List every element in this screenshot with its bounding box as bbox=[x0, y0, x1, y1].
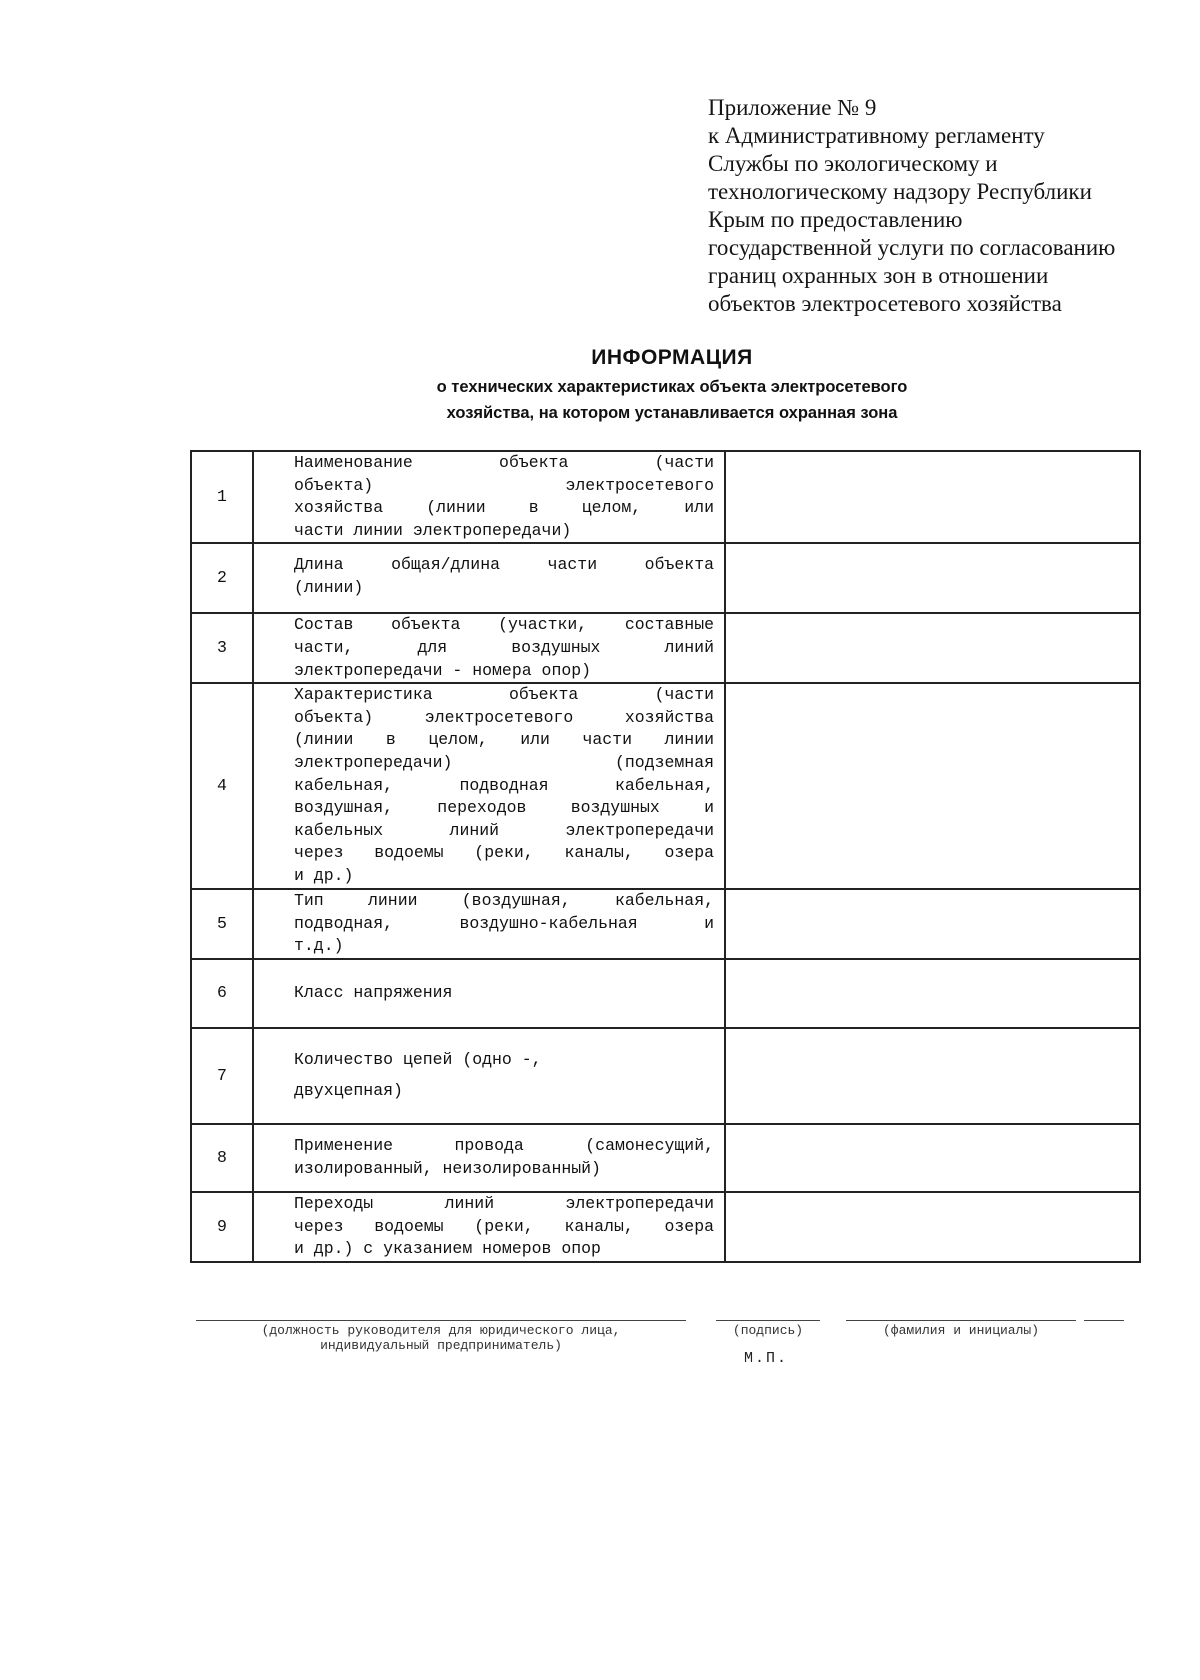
row-description bbox=[253, 1028, 725, 1124]
description-line: кабельная, подводная кабельная, bbox=[294, 775, 714, 795]
description-line: объекта) электросетевого хозяйства bbox=[294, 707, 714, 727]
row-number: 3 bbox=[191, 613, 253, 683]
description-line: (линии в целом, или части линии bbox=[294, 730, 714, 750]
table-row bbox=[191, 613, 1140, 683]
table-row bbox=[191, 683, 1140, 889]
table-row bbox=[191, 1028, 1140, 1124]
name-field bbox=[846, 1320, 1076, 1338]
description-line: Количество цепей (одно -, bbox=[294, 1050, 542, 1070]
description-line: Характеристика объекта (части bbox=[294, 685, 714, 705]
description-line: Класс напряжения bbox=[294, 983, 453, 1003]
description-line: т.д.) bbox=[294, 936, 344, 956]
description-line: части линии электропередачи) bbox=[294, 520, 572, 540]
description-line: хозяйства (линии в целом, или bbox=[294, 498, 714, 518]
stamp-placeholder: М.П. bbox=[744, 1350, 789, 1367]
signature-field bbox=[716, 1320, 820, 1338]
description-line: Наименование объекта (части bbox=[294, 453, 714, 472]
description-line: Длина общая/длина части объекта bbox=[294, 555, 714, 575]
description-line: части, для воздушных линий bbox=[294, 637, 714, 657]
position-label-line2: индивидуальный предприниматель) bbox=[320, 1338, 562, 1353]
row-number: 7 bbox=[191, 1028, 253, 1124]
row-description bbox=[253, 613, 725, 683]
description-line: кабельных линий электропередачи bbox=[294, 820, 714, 840]
row-value-cell[interactable] bbox=[725, 1124, 1140, 1192]
row-value-cell[interactable] bbox=[725, 1192, 1140, 1262]
description-line: двухцепная) bbox=[294, 1080, 403, 1100]
description-line: через водоемы (реки, каналы, озера bbox=[294, 1216, 714, 1236]
position-label-line1: (должность руководителя для юридического лица, bbox=[261, 1323, 621, 1338]
trailing-line bbox=[1084, 1320, 1124, 1323]
description-line: воздушная, переходов воздушных и bbox=[294, 798, 714, 818]
table-row bbox=[191, 451, 1140, 543]
description-line: Тип линии (воздушная, кабельная, bbox=[294, 891, 714, 911]
row-description bbox=[253, 543, 725, 613]
row-value-cell[interactable] bbox=[725, 683, 1140, 889]
appendix-line: государственной услуги по согласованию bbox=[708, 235, 1116, 260]
row-value-cell[interactable] bbox=[725, 1028, 1140, 1124]
description-line: Состав объекта (участки, составные bbox=[294, 615, 714, 635]
description-line: изолированный, неизолированный) bbox=[294, 1158, 601, 1178]
row-value-cell[interactable] bbox=[725, 959, 1140, 1028]
description-line: Переходы линий электропередачи bbox=[294, 1193, 714, 1213]
row-value-cell[interactable] bbox=[725, 543, 1140, 613]
table-row bbox=[191, 889, 1140, 959]
appendix-header bbox=[708, 94, 1178, 318]
description-line: (линии) bbox=[294, 577, 364, 597]
description-line: и др.) с указанием номеров опор bbox=[294, 1239, 601, 1259]
description-line: электропередачи) (подземная bbox=[294, 752, 714, 772]
row-number: 2 bbox=[191, 543, 253, 613]
signature-label: (подпись) bbox=[732, 1323, 804, 1338]
row-description bbox=[253, 451, 725, 543]
appendix-line: Крым по предоставлению bbox=[708, 207, 963, 232]
name-label: (фамилия и инициалы) bbox=[882, 1323, 1040, 1338]
description-line: Применение провода (самонесущий, bbox=[294, 1135, 714, 1155]
table-row bbox=[191, 1124, 1140, 1192]
row-number: 9 bbox=[191, 1192, 253, 1262]
row-value-cell[interactable] bbox=[725, 889, 1140, 959]
row-number: 6 bbox=[191, 959, 253, 1028]
position-signature-line[interactable] bbox=[196, 1320, 686, 1321]
info-table bbox=[190, 450, 1141, 1263]
trailing-line-stroke bbox=[1084, 1320, 1124, 1321]
row-description bbox=[253, 889, 725, 959]
row-number: 4 bbox=[191, 683, 253, 889]
appendix-line: границ охранных зон в отношении bbox=[708, 263, 1049, 288]
signature-line[interactable] bbox=[716, 1320, 820, 1321]
document-subtitle-line2: хозяйства, на котором устанавливается охранная зона bbox=[446, 404, 898, 422]
description-line: и др.) bbox=[294, 865, 354, 885]
table-row bbox=[191, 1192, 1140, 1262]
document-title: ИНФОРМАЦИЯ bbox=[591, 346, 753, 369]
table-row bbox=[191, 959, 1140, 1028]
appendix-line: Службы по экологическому и bbox=[708, 151, 998, 176]
row-number: 8 bbox=[191, 1124, 253, 1192]
appendix-line: технологическому надзору Республики bbox=[708, 179, 1092, 204]
position-signature-field bbox=[196, 1320, 686, 1353]
description-line: подводная, воздушно-кабельная и bbox=[294, 913, 714, 933]
description-line: через водоемы (реки, каналы, озера bbox=[294, 843, 714, 863]
row-number: 1 bbox=[191, 451, 253, 543]
row-number: 5 bbox=[191, 889, 253, 959]
row-description bbox=[253, 959, 725, 1028]
row-value-cell[interactable] bbox=[725, 451, 1140, 543]
row-description bbox=[253, 1124, 725, 1192]
description-line: объекта) электросетевого bbox=[294, 475, 714, 495]
table-row bbox=[191, 543, 1140, 613]
row-value-cell[interactable] bbox=[725, 613, 1140, 683]
appendix-line: объектов электросетевого хозяйства bbox=[708, 291, 1062, 316]
appendix-line: Приложение № 9 bbox=[708, 95, 877, 120]
document-subtitle-line1: о технических характеристиках объекта электросетевого bbox=[436, 378, 908, 396]
row-description bbox=[253, 1192, 725, 1262]
description-line: электропередачи - номера опор) bbox=[294, 660, 592, 680]
name-line[interactable] bbox=[846, 1320, 1076, 1321]
row-description bbox=[253, 683, 725, 889]
appendix-line: к Административному регламенту bbox=[708, 123, 1045, 148]
